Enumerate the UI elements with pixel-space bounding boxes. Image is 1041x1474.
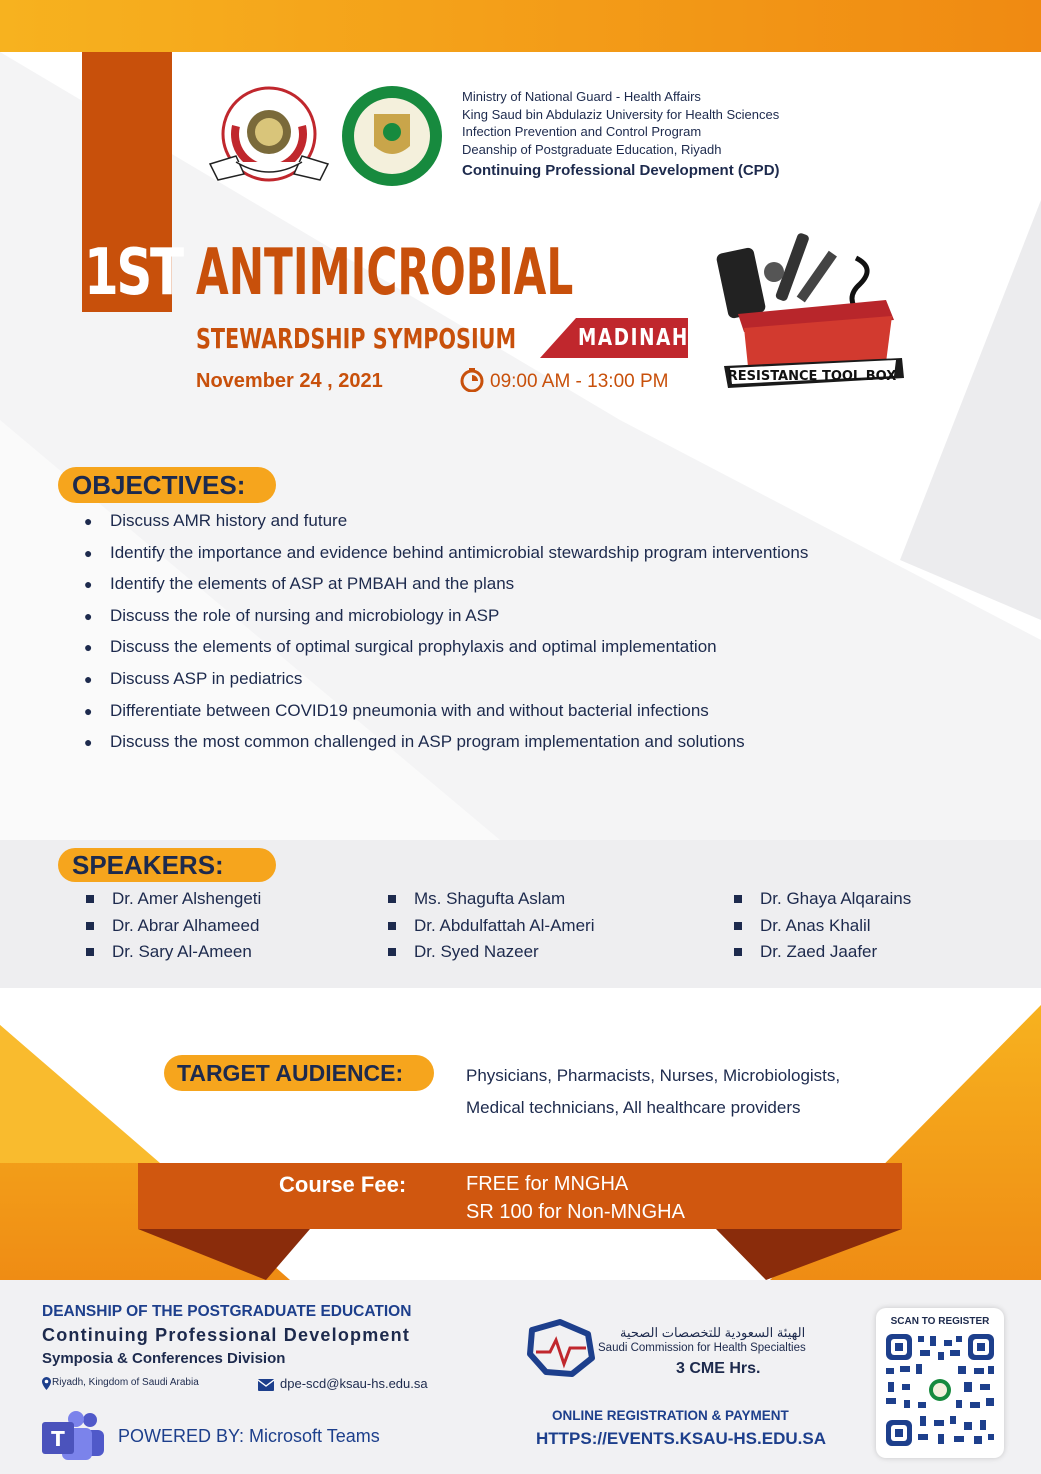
objective-text: Discuss the role of nursing and microbiology in ASP — [110, 605, 500, 625]
stopwatch-icon — [460, 368, 484, 392]
list-item — [84, 699, 808, 731]
event-location: MADINAH — [578, 325, 689, 351]
bullet-icon: ● — [84, 576, 93, 593]
list-item — [86, 915, 261, 942]
square-bullet-icon — [388, 922, 396, 930]
course-fee-label: Course Fee: — [279, 1172, 407, 1197]
scfhs-arabic-name: الهيئة السعودية للتخصصات الصحية — [620, 1325, 806, 1340]
footer-powered-by: POWERED BY: Microsoft Teams — [118, 1426, 380, 1446]
target-audience-text — [466, 1060, 840, 1124]
audience-line-1: Physicians, Pharmacists, Nurses, Microbiologists, — [466, 1066, 841, 1085]
course-fee-values — [466, 1170, 685, 1226]
toolbox-illustration — [716, 228, 906, 398]
list-item — [388, 915, 594, 942]
org-line-1: Ministry of National Guard - Health Affairs — [462, 89, 701, 104]
org-line-4: Deanship of Postgraduate Education, Riyadh — [462, 141, 722, 157]
bullet-icon: ● — [84, 702, 93, 719]
event-date: November 24 , 2021 — [196, 370, 383, 392]
list-item — [734, 888, 911, 915]
speaker-name: Dr. Sary Al-Ameen — [112, 942, 252, 961]
bullet-icon: ● — [84, 639, 93, 656]
list-item — [84, 509, 808, 541]
email-icon — [258, 1379, 274, 1391]
objective-text: Discuss ASP in pediatrics — [110, 668, 303, 688]
scan-to-register-label: SCAN TO REGISTER — [890, 1316, 990, 1327]
speaker-name: Dr. Syed Nazeer — [414, 942, 539, 961]
list-item — [84, 730, 808, 762]
list-item — [86, 941, 261, 968]
registration-label: ONLINE REGISTRATION & PAYMENT — [552, 1408, 789, 1423]
org-line-3: Infection Prevention and Control Program — [462, 124, 702, 139]
org-line-2: King Saud bin Abdulaziz University for Health Sciences — [462, 106, 780, 122]
cpd-line: Continuing Professional Development (CPD) — [462, 162, 780, 179]
square-bullet-icon — [388, 895, 396, 903]
scfhs-logo — [526, 1318, 598, 1380]
objective-text: Identify the elements of ASP at PMBAH and the plans — [110, 574, 515, 594]
bullet-icon: ● — [84, 544, 93, 561]
footer-division: Symposia & Conferences Division — [42, 1350, 286, 1367]
objective-text: Discuss the most common challenged in ASP program implementation and solutions — [110, 732, 745, 752]
list-item — [84, 541, 808, 573]
objective-text: Identify the importance and evidence behind antimicrobial stewardship program interventions — [110, 542, 809, 562]
list-item — [84, 604, 808, 636]
list-item — [388, 888, 594, 915]
list-item — [84, 667, 808, 699]
objectives-list — [84, 509, 808, 762]
bullet-icon: ● — [84, 513, 93, 529]
bullet-icon: ● — [84, 670, 93, 687]
footer-cpd: Continuing Professional Development — [42, 1325, 411, 1345]
location-pin-icon — [42, 1377, 51, 1390]
target-audience-heading: TARGET AUDIENCE: — [164, 1055, 434, 1091]
speaker-name: Dr. Abrar Alhameed — [112, 915, 260, 935]
svg-text:T: T — [51, 1427, 65, 1451]
qr-code-icon[interactable] — [884, 1332, 996, 1448]
mngha-logo — [206, 82, 332, 188]
footer-location: Riyadh, Kingdom of Saudi Arabia — [52, 1377, 199, 1388]
speaker-name: Dr. Abdulfattah Al-Ameri — [414, 915, 595, 935]
square-bullet-icon — [388, 948, 396, 956]
square-bullet-icon — [86, 895, 94, 903]
speakers-heading: SPEAKERS: — [58, 848, 276, 882]
speaker-name: Dr. Ghaya Alqarains — [760, 889, 912, 908]
list-item — [734, 941, 911, 968]
square-bullet-icon — [734, 922, 742, 930]
toolbox-badge-text: RESISTANCE TOOL BOX — [727, 369, 897, 384]
registration-url-link[interactable]: HTTPS://EVENTS.KSAU-HS.EDU.SA — [536, 1429, 826, 1448]
event-title: ANTIMICROBIAL — [196, 236, 574, 310]
speaker-name: Dr. Anas Khalil — [760, 915, 871, 935]
objective-text: Discuss the elements of optimal surgical prophylaxis and optimal implementation — [110, 637, 717, 657]
square-bullet-icon — [86, 922, 94, 930]
footer-deanship: DEANSHIP OF THE POSTGRADUATE EDUCATION — [42, 1303, 412, 1320]
speakers-column-1 — [86, 888, 261, 968]
organization-lines — [462, 88, 780, 180]
bullet-icon: ● — [84, 607, 93, 624]
footer-email[interactable]: dpe-scd@ksau-hs.edu.sa — [280, 1376, 428, 1391]
scfhs-english-name: Saudi Commission for Health Specialties — [598, 1342, 806, 1354]
list-item — [734, 915, 911, 942]
square-bullet-icon — [734, 895, 742, 903]
event-time: 09:00 AM - 13:00 PM — [490, 371, 669, 392]
speaker-name: Dr. Zaed Jaafer — [760, 942, 878, 961]
speakers-column-2 — [388, 888, 594, 968]
event-subtitle: STEWARDSHIP SYMPOSIUM — [196, 322, 517, 355]
ksau-hs-logo — [340, 84, 444, 188]
speaker-name: Dr. Amer Alshengeti — [112, 889, 262, 908]
audience-line-2: Medical technicians, All healthcare providers — [466, 1098, 801, 1117]
objective-text: Differentiate between COVID19 pneumonia with and without bacterial infections — [110, 700, 709, 720]
bullet-icon: ● — [84, 734, 93, 751]
list-item — [84, 572, 808, 604]
list-item — [388, 941, 594, 968]
microsoft-teams-icon — [42, 1410, 106, 1462]
objective-text: Discuss AMR history and future — [110, 511, 348, 530]
list-item — [84, 635, 808, 667]
objectives-heading: OBJECTIVES: — [58, 467, 276, 503]
square-bullet-icon — [86, 948, 94, 956]
fee-line-1: FREE for MNGHA — [466, 1173, 629, 1195]
square-bullet-icon — [734, 948, 742, 956]
event-ordinal: 1ST — [84, 236, 182, 310]
speaker-name: Ms. Shagufta Aslam — [414, 889, 566, 908]
speakers-column-3 — [734, 888, 911, 968]
cme-hours: 3 CME Hrs. — [676, 1360, 761, 1377]
fee-line-2: SR 100 for Non-MNGHA — [466, 1201, 685, 1223]
list-item — [86, 888, 261, 915]
